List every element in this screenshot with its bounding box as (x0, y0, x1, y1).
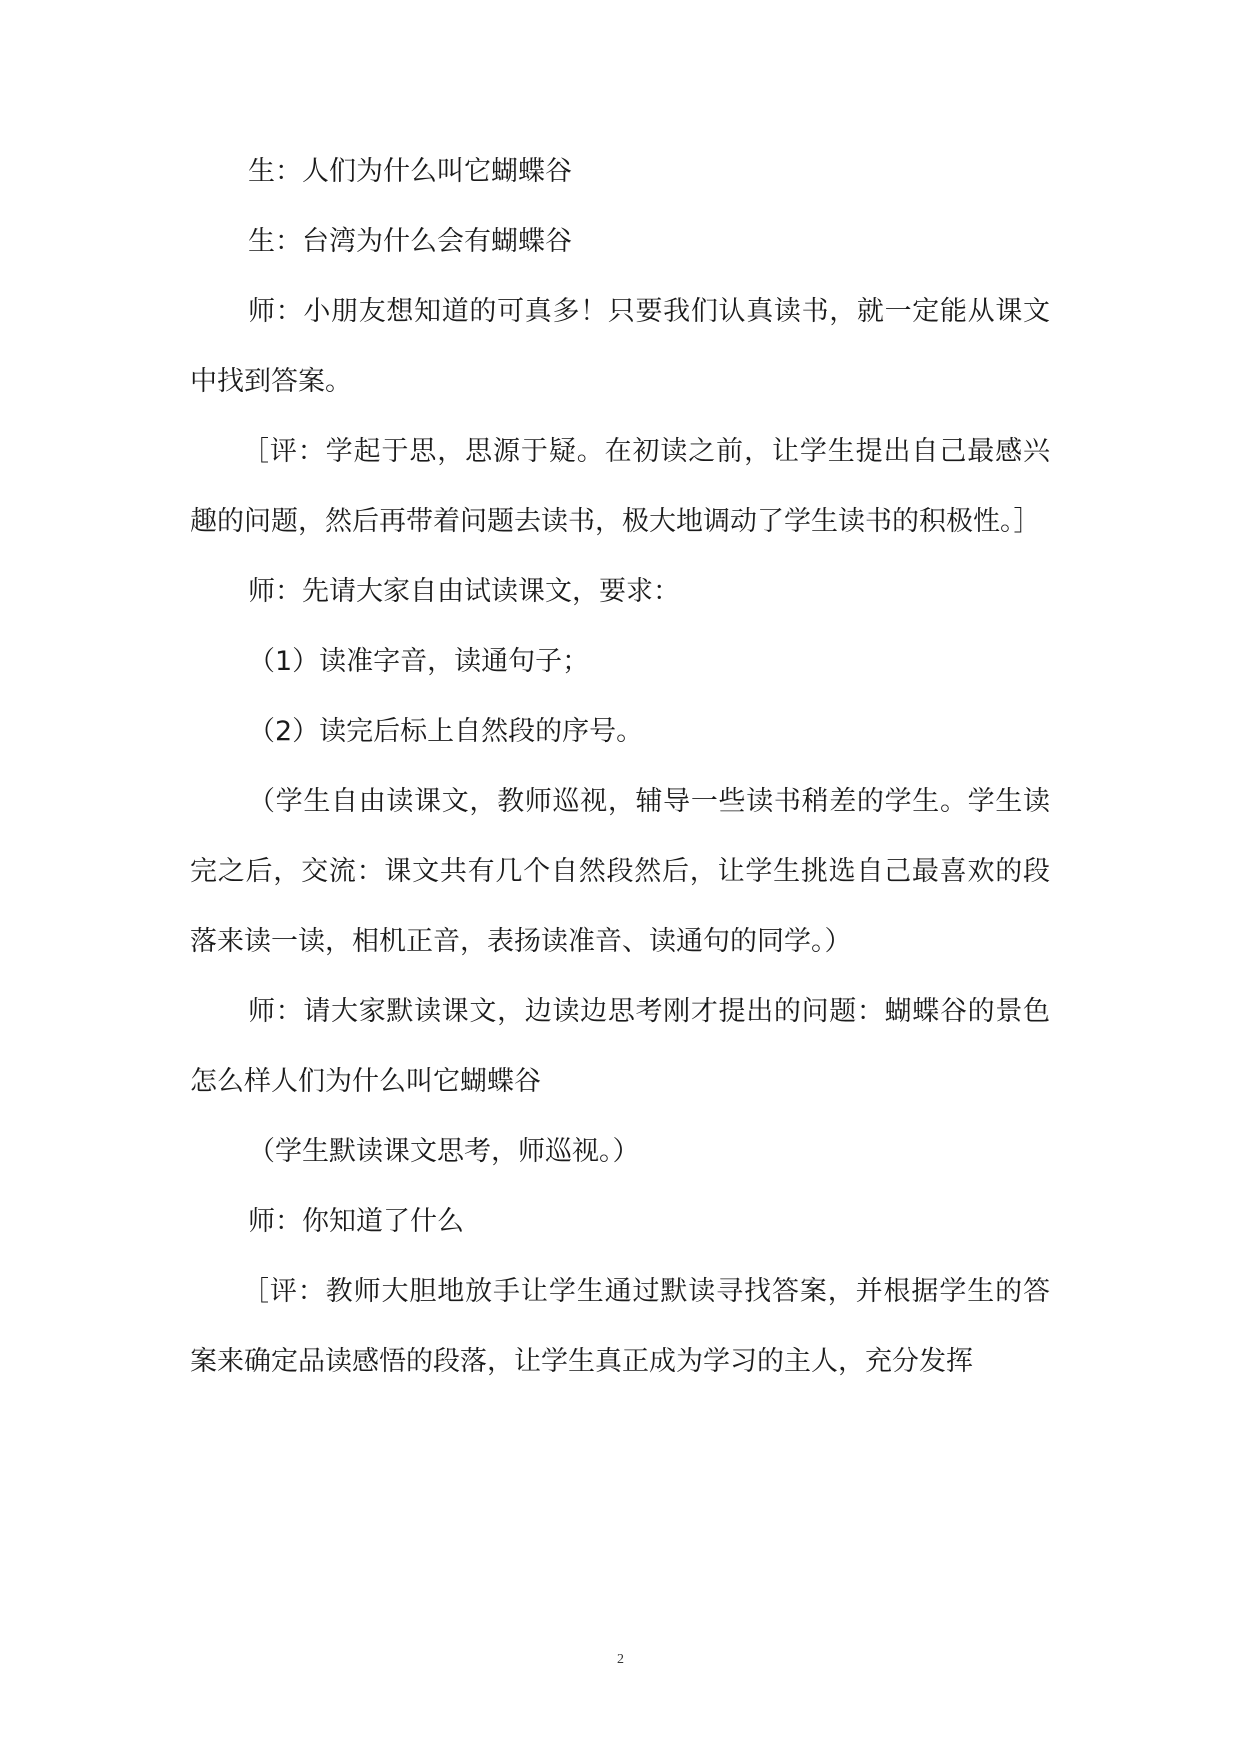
paragraph-teacher-instruction: 师：先请大家自由试读课文，要求： (248, 576, 680, 607)
paragraph-comment-2: ［评：教师大胆地放手让学生通过默读寻找答案，并根据学生的答案来确定品读感悟的段落，让学生真正成为学习的主人，充分发挥 (190, 1276, 1050, 1377)
paragraph-classroom-activity: （学生自由读课文，教师巡视，辅导一些读书稍差的学生。学生读完之后，交流：课文共有几个自然段然后，让学生挑选自己最喜欢的段落来读一读，相机正音，表扬读准音、读通句的同学。） (190, 786, 1050, 957)
document-body (190, 137, 1050, 1397)
paragraph-teacher-silent-reading: 师：请大家默读课文，边读边思考刚才提出的问题：蝴蝶谷的景色怎么样人们为什么叫它蝴蝶谷 (190, 996, 1050, 1097)
paragraph-student-silent-reading: （学生默读课文思考，师巡视。） (248, 1136, 640, 1167)
paragraph-student-question-1: 生：人们为什么叫它蝴蝶谷 (248, 156, 572, 187)
paragraph-teacher-question: 师：你知道了什么 (248, 1206, 464, 1237)
paragraph-comment-1: ［评：学起于思，思源于疑。在初读之前，让学生提出自己最感兴趣的问题，然后再带着问题去读书，极大地调动了学生读书的积极性。］ (190, 436, 1050, 537)
paragraph-student-question-2: 生：台湾为什么会有蝴蝶谷 (248, 226, 572, 257)
paragraph-requirement-2: （2）读完后标上自然段的序号。 (248, 716, 644, 747)
page-number: 2 (617, 1652, 624, 1667)
paragraph-requirement-1: （1）读准字音，读通句子； (248, 646, 590, 677)
paragraph-teacher-response: 师：小朋友想知道的可真多！只要我们认真读书，就一定能从课文中找到答案。 (190, 296, 1050, 397)
